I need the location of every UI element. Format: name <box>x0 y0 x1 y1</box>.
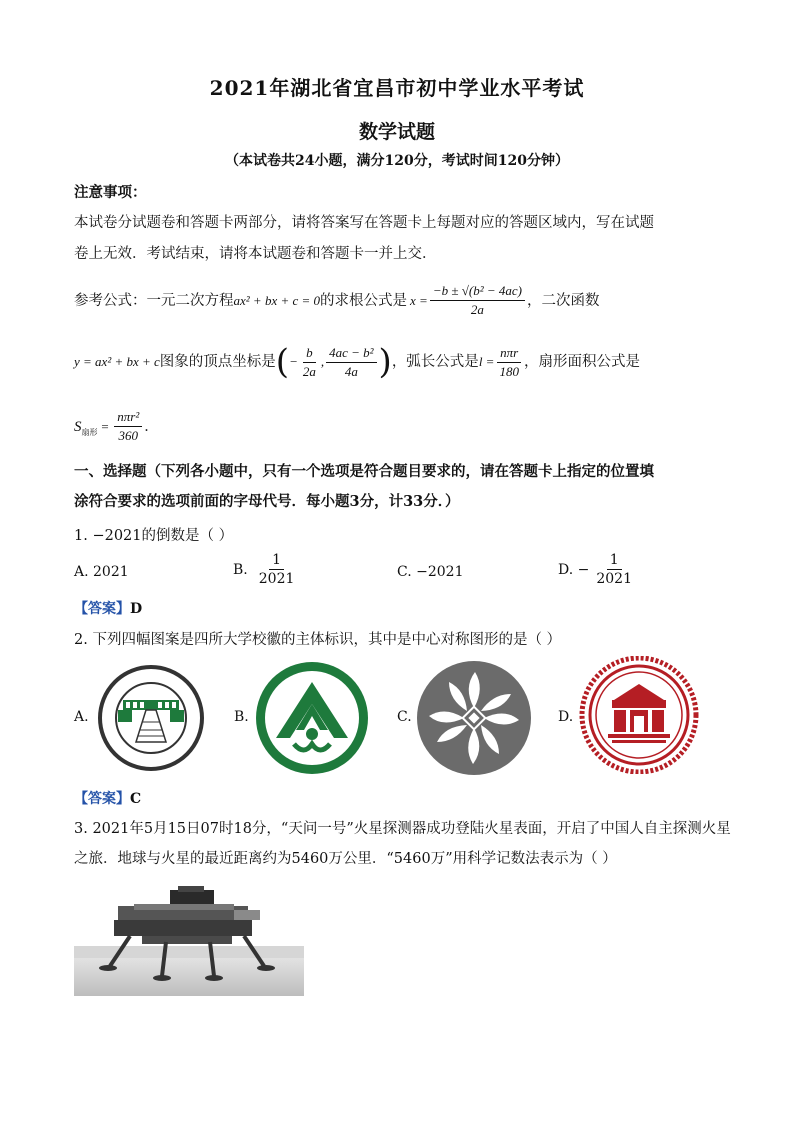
notes-line2: 卷上无效．考试结束，请将本试题卷和答题卡一并上交． <box>74 246 437 262</box>
page-title: 2021年湖北省宜昌市初中学业水平考试 <box>209 76 585 100</box>
answer-tag: 【答案】 <box>74 601 130 617</box>
q1-option-d: D. − $\frac{1}{2021}$ <box>558 552 632 587</box>
vertex-y-numerator: 4ac − b² <box>326 344 376 363</box>
vertex-x-denominator: 2a <box>302 363 316 379</box>
quadratic-function: y = ax² + bx + c <box>74 354 160 369</box>
vertex-text: 图象的顶点坐标是 <box>159 354 276 370</box>
exam-info: （本试卷共24小题，满分120分，考试时间120分钟） <box>225 153 569 169</box>
arc-denominator: 180 <box>499 363 519 379</box>
q1-option-a: A. 2021 <box>74 564 129 580</box>
l-equals: l = <box>478 354 495 369</box>
x-equals: x = <box>410 292 428 308</box>
q3-line1: 3. 2021年5月15日07时18分，“天问一号”火星探测器成功登陆火星表面，开启了中国人自主探测火星 <box>74 821 731 837</box>
left-paren: ( <box>275 342 290 382</box>
q1-option-b: B. $\frac{1}{2021}$ <box>233 552 295 587</box>
section1-line1: 一、选择题（下列各小题中，只有一个选项是符合题目要求的，请在答题卡上指定的位置填 <box>74 463 654 480</box>
answer-tag: 【答案】 <box>74 791 130 807</box>
q1-stem: 1. −2021的倒数是（ ） <box>74 528 234 544</box>
sector-s: S <box>74 418 82 435</box>
logo-d-emblem <box>578 656 700 774</box>
vertex-y-fraction <box>326 344 376 381</box>
notes-line1: 本试卷分试题卷和答题卡两部分，请将答案写在答题卡上每题对应的答题区域内，写在试题 <box>74 215 654 231</box>
sector-text: ，扇形面积公式是 <box>523 354 640 370</box>
q2-stem: 2. 下列四幅图案是四所大学校徽的主体标识，其中是中心对称图形的是（ ） <box>74 632 562 648</box>
q2-answer: 【答案】C <box>74 791 142 807</box>
formula-mid2: ，二次函数 <box>526 292 600 309</box>
q1-answer: 【答案】D <box>74 601 143 617</box>
subject-title: 数学试题 <box>358 121 435 143</box>
right-paren: ) <box>378 342 392 382</box>
arc-text: ，弧长公式是 <box>391 354 479 370</box>
section1-line2: 涂符合要求的选项前面的字母代号．每小题3分，计33分．） <box>74 493 460 510</box>
logo-a-emblem <box>92 664 210 772</box>
formula-line-3: S 扇形 = $\frac{\text{nπr²}}{360}$ ． <box>74 409 159 443</box>
logo-c-emblem <box>415 660 533 776</box>
arc-fraction <box>496 344 522 381</box>
sector-subscript: 扇形 <box>81 427 98 437</box>
vertex-y-denominator: 4a <box>344 363 358 379</box>
sector-numerator: nπr² <box>114 408 142 427</box>
quadratic-equation: ax² + bx + c = 0 <box>233 292 321 308</box>
q1-option-c: C. −2021 <box>397 564 464 580</box>
root-numerator: −b ± √(b² − 4ac) <box>430 282 525 301</box>
q2-label-b: B. <box>234 709 249 725</box>
formula-line-1 <box>74 282 599 319</box>
sector-denominator: 360 <box>118 428 139 443</box>
vertex-x-fraction <box>300 344 319 381</box>
sector-fraction <box>114 408 142 445</box>
root-denominator: 2a <box>470 302 484 317</box>
mars-lander-image <box>74 886 304 996</box>
vertex-x-numerator: b <box>303 344 316 363</box>
q2-label-a: A. <box>74 709 89 725</box>
formula-line-2: y = ax² + bx + c 图象的顶点坐标是 ( − $\frac{b}{2a}$ , $\frac{\text{4ac − b²}}{4a}$ ) ，弧长公式是 l = $\frac{\text{nπr}}{180}$ ，扇形面积公式是 <box>74 342 640 382</box>
arc-numerator: nπr <box>497 344 521 363</box>
q2-label-c: C. <box>397 709 412 725</box>
formula-mid1: 的求根公式是 <box>320 292 408 309</box>
logo-b-emblem <box>254 660 370 776</box>
formula-prefix: 参考公式：一元二次方程 <box>74 292 234 309</box>
q2-label-d: D. <box>558 709 574 725</box>
root-fraction <box>430 282 525 319</box>
formula-end: ． <box>144 418 159 435</box>
q3-line2: 之旅．地球与火星的最近距离约为5460万公里．“5460万”用科学记数法表示为（ ） <box>74 851 617 867</box>
notes-heading: 注意事项： <box>74 184 147 201</box>
